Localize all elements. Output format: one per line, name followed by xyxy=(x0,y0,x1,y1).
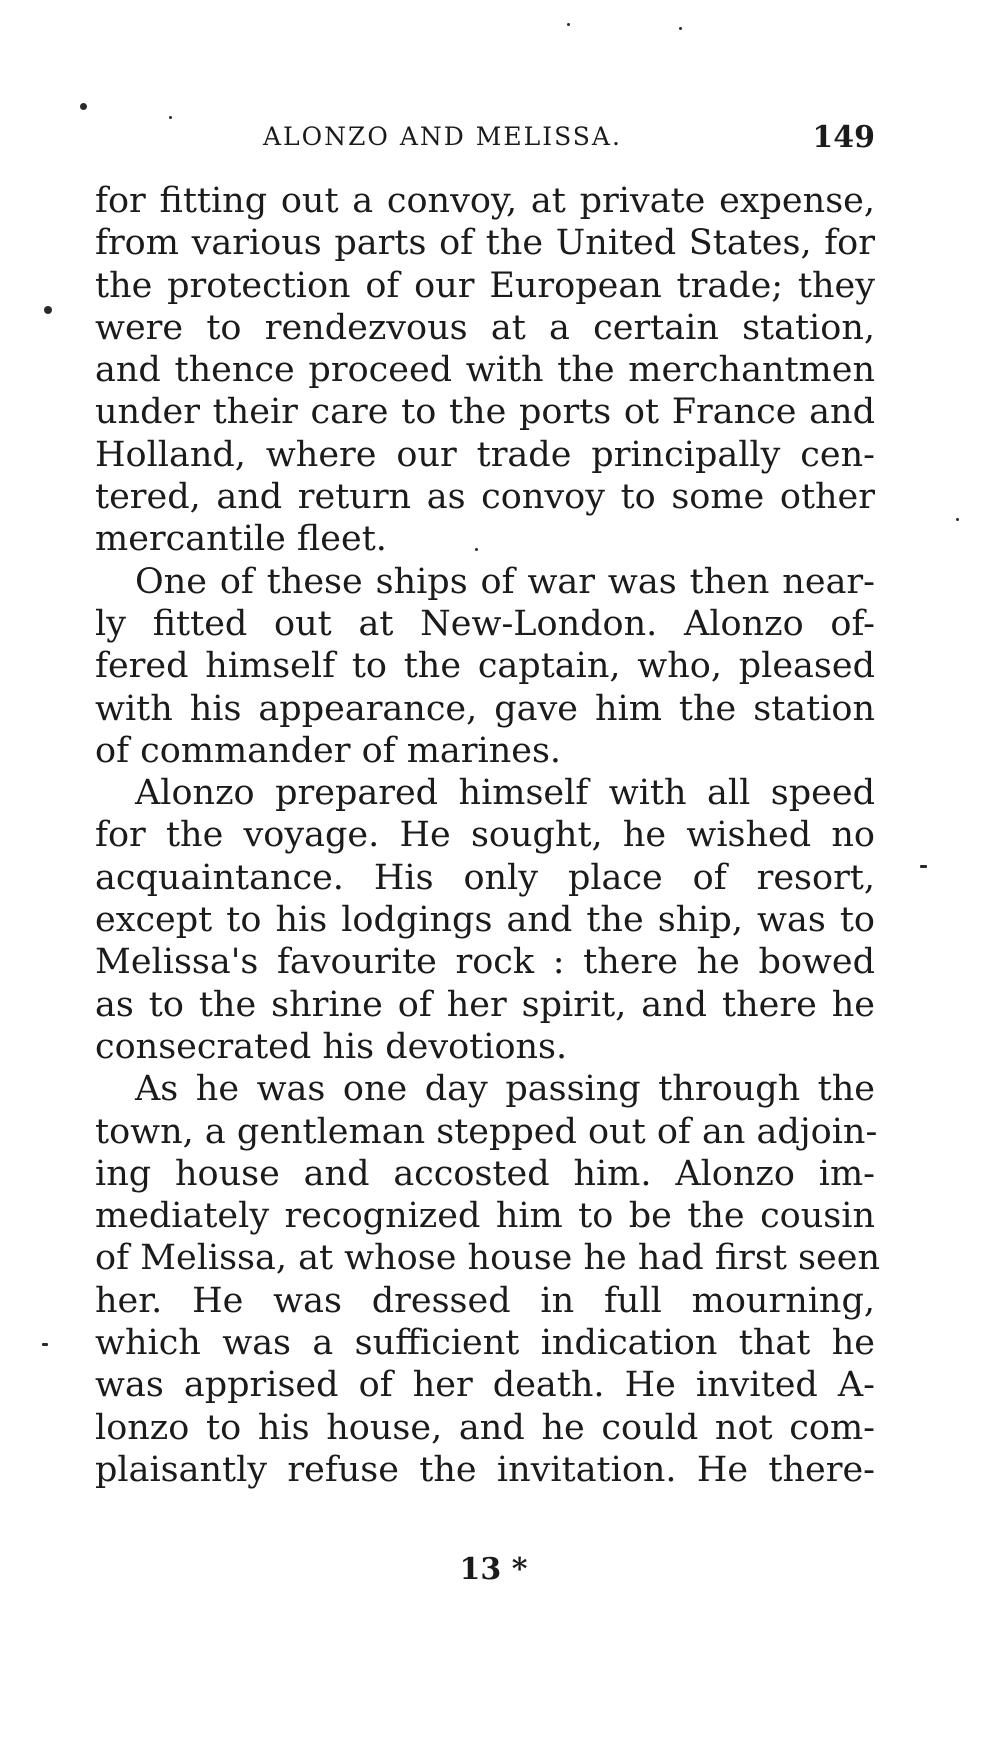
text-line: ly fitted out at New-London. Alonzo of- xyxy=(95,603,875,644)
scan-speck xyxy=(44,306,52,314)
scan-speck xyxy=(169,116,172,119)
paragraph xyxy=(95,561,875,772)
text-line: As he was one day passing through the xyxy=(135,1069,875,1110)
text-line: and thence proceed with the merchantmen xyxy=(95,350,875,391)
scan-speck xyxy=(475,548,478,551)
scan-speck xyxy=(42,1343,48,1346)
body-text xyxy=(95,180,880,1491)
text-line: of commander of marines. xyxy=(95,730,562,771)
text-line: except to his lodgings and the ship, was to xyxy=(95,900,875,941)
text-line: for the voyage. He sought, he wished no xyxy=(95,815,875,856)
text-line: ing house and accosted him. Alonzo im- xyxy=(95,1153,875,1194)
text-line: tered, and return as convoy to some other xyxy=(95,477,875,518)
text-line: plaisantly refuse the invitation. He there- xyxy=(95,1449,875,1490)
text-line: fered himself to the captain, who, pleased xyxy=(95,646,875,687)
text-line: under their care to the ports ot France and xyxy=(95,392,875,433)
text-line: mercantile fleet. xyxy=(95,519,387,560)
text-line: her. He was dressed in full mourning, xyxy=(95,1280,875,1321)
text-line: Holland, where our trade principally cen- xyxy=(95,434,875,475)
text-line: of Melissa, at whose house he had first seen xyxy=(95,1238,880,1279)
text-line: were to rendezvous at a certain station, xyxy=(95,307,875,348)
page-header xyxy=(95,122,875,162)
paragraph xyxy=(95,1068,880,1491)
text-line: was apprised of her death. He invited A- xyxy=(95,1365,875,1406)
scan-speck xyxy=(80,103,87,110)
text-line: as to the shrine of her spirit, and there he xyxy=(95,984,875,1025)
text-line: the protection of our European trade; they xyxy=(95,265,875,306)
paragraph xyxy=(95,772,875,1068)
text-line: Alonzo prepared himself with all speed xyxy=(135,773,875,814)
signature-mark: 13 * xyxy=(459,1552,528,1587)
text-line: town, a gentleman stepped out of an adjoin- xyxy=(95,1111,878,1152)
text-line: consecrated his devotions. xyxy=(95,1026,568,1067)
text-line: acquaintance. His only place of resort, xyxy=(95,857,875,898)
text-line: One of these ships of war was then near- xyxy=(135,561,875,602)
page-number: 149 xyxy=(812,120,875,155)
text-line: which was a sufficient indication that he xyxy=(95,1323,875,1364)
scan-speck xyxy=(679,27,682,30)
text-line: lonzo to his house, and he could not com- xyxy=(95,1407,875,1448)
scan-speck xyxy=(956,518,959,521)
text-line: Melissa's favourite rock : there he bowed xyxy=(95,942,875,983)
text-line: for fitting out a convoy, at private expense, xyxy=(95,181,875,221)
running-title: ALONZO AND MELISSA. xyxy=(263,122,622,151)
scan-speck xyxy=(567,23,570,26)
text-line: from various parts of the United States, for xyxy=(95,223,875,264)
text-line: with his appearance, gave him the station xyxy=(95,688,875,729)
paragraph xyxy=(95,180,875,561)
scan-speck xyxy=(920,865,927,868)
text-line: mediately recognized him to be the cousin xyxy=(95,1196,875,1237)
